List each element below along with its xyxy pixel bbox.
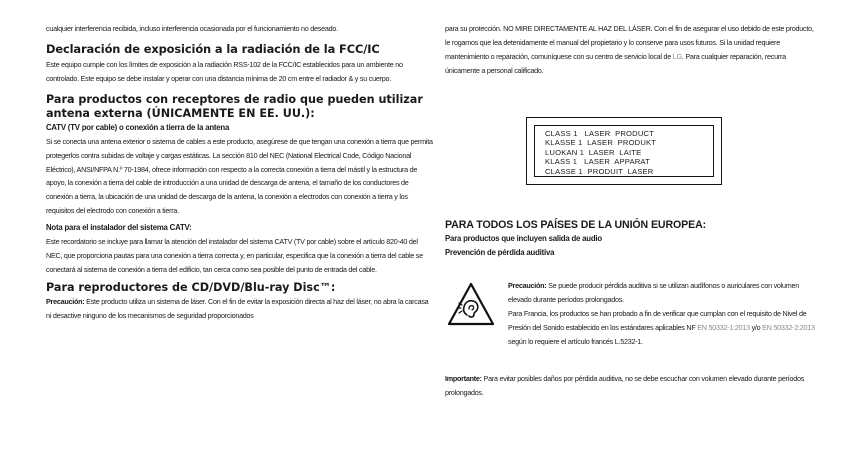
heading-eu-countries: PARA TODOS LOS PAÍSES DE LA UNIÓN EUROPEA:: [445, 219, 707, 231]
laser-continued-text: para su protección. NO MIRE DIRECTAMENTE AL HAZ DEL LÁSER. Con el fin de asegurar el uso debido de este producto, le rogamos que lea detenidamente el manual del propietario y lo conserve para usos futuros. Si la unidad requiere mantenimiento o reparación, comuníquese con su centro de servicio local de: [445, 24, 814, 61]
important-note: [445, 372, 825, 400]
laser-caution-text: Este producto utiliza un sistema de láser. Con el fin de evitar la exposición directa al haz del láser, no abra la carcasa ni desactive ninguno de los mecanismos de seguridad proporcionados: [46, 296, 429, 320]
important-label: Importante:: [445, 374, 482, 383]
paragraph-antenna-grounding: Si se conecta una antena exterior o sistema de cables a este producto, asegúrese de que tengan una conexión a tierra que permita protegerlos contra subidas de voltaje y cargas estáticas. La sección 810 del NEC (National Electrical Code, Código Nacional Eléctrico), ANSI/NFPA N.º 70-1984, ofrece información con respecto a la correcta conexión a tierra del mástil y la estructura de apoyo, la conexión a tierra del cable de introducción a una unidad de descarga de antena, el tamaño de los conductores de conexión a tierra, la ubicación de una unidad de descarga de la antena, la conexión a electrodos con conexión a tierra y los requisitos del electrodo con conexión a tierra.: [46, 136, 433, 216]
eu-section: [445, 218, 825, 260]
paragraph-catv-installer: Este recordatorio se incluye para llamar la atención del instalador del sistema CATV (TV por cable) sobre el artículo 820-40 del NEC, que proporciona pautas para una conexión a tierra correcta y, en particular, especifica que la conexión a tierra del cable se conectará al sistema de conexión a tierra del edificio, tan cerca como sea posible del punto de entrada del cable.: [46, 237, 423, 274]
standard-en-50332-2: EN 50332-2:2013: [762, 322, 815, 332]
right-column: [445, 22, 817, 78]
hearing-warning-icon: [447, 282, 495, 326]
heading-catv-installer: Nota para el instalador del sistema CATV:: [46, 223, 192, 233]
important-text: Para evitar posibles daños por pérdida auditiva, no se debe escuchar con volumen elevado durante períodos prolongados.: [445, 374, 805, 397]
left-column: [46, 22, 434, 323]
paragraph-interference: cualquier interferencia recibida, incluso interferencia ocasionada por el funcionamiento no deseado.: [46, 24, 338, 33]
paragraph-fcc-exposure: Este equipo cumple con los límites de exposición a la radiación RSS-102 de la FCC/IC establecidos para un ambiente no controlado. Este equipo se debe instalar y operar con una distancia mínima de 20 cm entre el radiador & y su cuerpo.: [46, 59, 403, 83]
paragraph-hearing-caution: [508, 279, 820, 307]
heading-disc-players: Para reproductores de CD/DVD/Blu-ray Disc™:: [46, 280, 336, 294]
france-text-a: Para Francia, los productos se han probado a fin de verificar que cumplan con el requisito de Nivel de Presión del Sonido establecido en los estándares aplicables NF: [508, 308, 807, 332]
subheading-catv-grounding: CATV (TV por cable) o conexión a tierra de la antena: [46, 122, 230, 132]
paragraph-france-standards: [508, 307, 820, 349]
hearing-caution-block: [508, 279, 820, 349]
brand-name: LG: [672, 51, 682, 61]
laser-class-label: [526, 117, 722, 185]
caution-label: Precaución:: [46, 296, 85, 306]
france-text-c: según lo requiere el artículo francés L.5232-1.: [508, 336, 643, 346]
hearing-caution-text: Se puede producir pérdida auditiva si se utilizan audífonos o auriculares con volumen elevado durante períodos prolongados.: [508, 281, 799, 304]
paragraph-laser-continued: [445, 22, 817, 78]
heading-fcc-exposure: Declaración de exposición a la radiación de la FCC/IC: [46, 41, 380, 56]
laser-class-text: CLASS 1 LASER PRODUCT KLASSE 1 LASER PRODUKT LUOKAN 1 LASER LAITE KLASS 1 LASER APPARAT CLASSE 1 PRODUIT LASER: [534, 125, 714, 177]
standard-en-50332-1: EN 50332-1:2013: [697, 322, 750, 332]
france-text-b: y/o: [749, 322, 763, 332]
paragraph-laser-caution: [46, 295, 434, 323]
subheading-audio-output: Para productos que incluyen salida de audio: [445, 234, 602, 243]
laser-continued-end: . Para cualquier reparación, recurra únicamente a personal calificado.: [445, 51, 786, 75]
subheading-hearing-loss: Prevención de pérdida auditiva: [445, 248, 555, 257]
hearing-caution-label: Precaución:: [508, 281, 547, 290]
paragraph-important: [445, 372, 825, 400]
heading-external-antenna: Para productos con receptores de radio que pueden utilizar antena externa (ÚNICAMENTE EN EE. UU.):: [46, 92, 423, 120]
